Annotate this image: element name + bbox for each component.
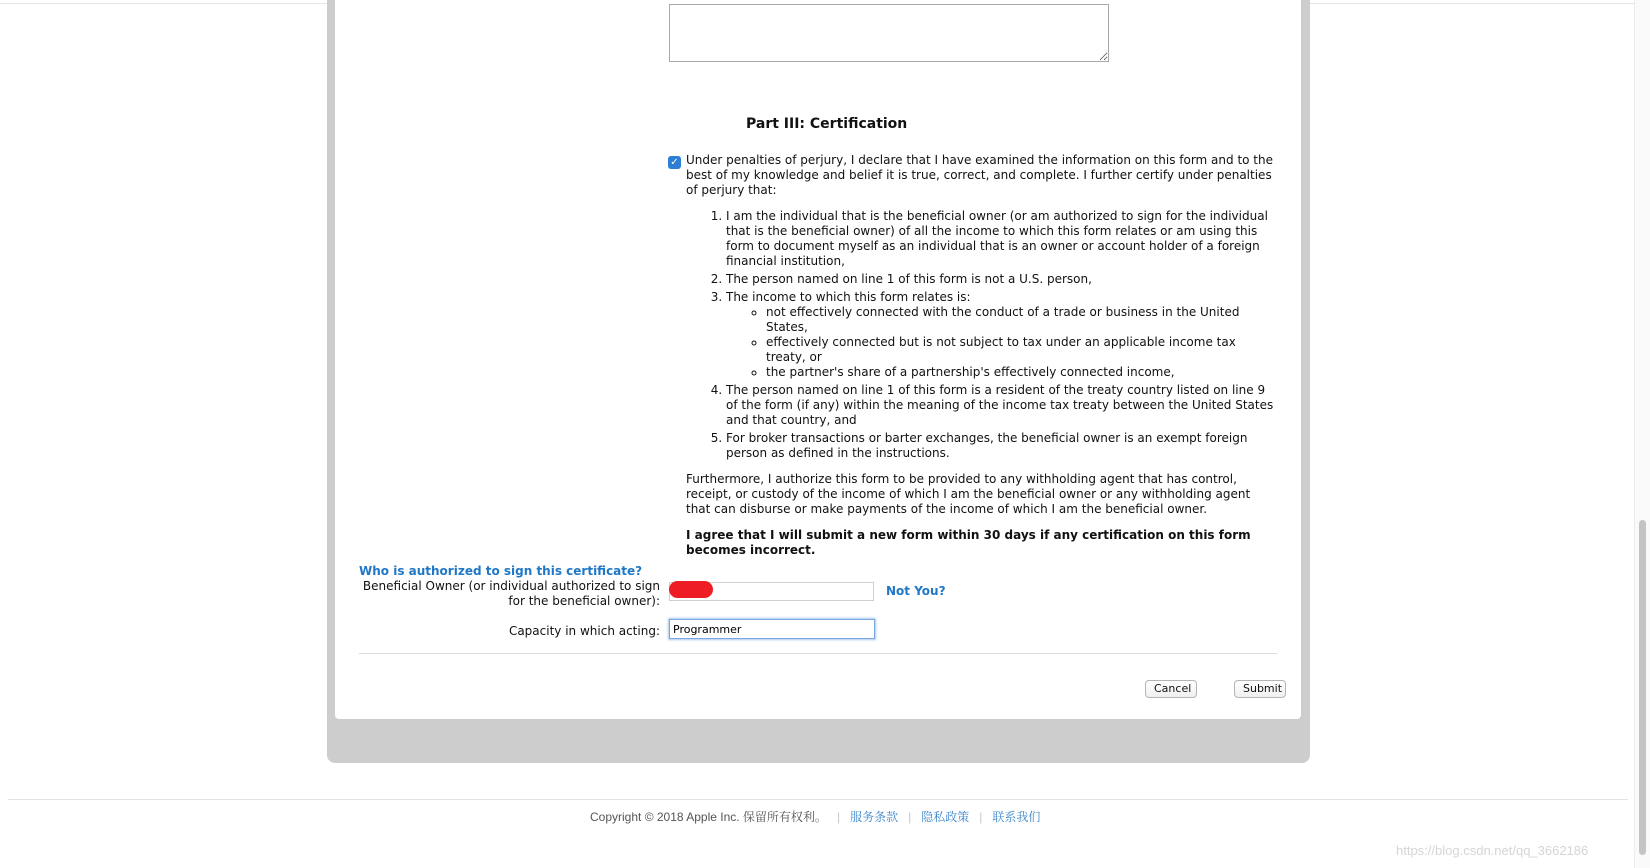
income-sublist (726, 305, 1276, 380)
beneficial-owner-label: Beneficial Owner (or individual authorized to sign for the beneficial owner): (362, 579, 660, 608)
comments-textarea[interactable] (669, 4, 1109, 62)
list-item: 2. The person named on line 1 of this form is not a U.S. person, (726, 272, 1276, 287)
section-title: Part III: Certification (746, 116, 908, 132)
footer-separator: | (979, 810, 983, 824)
list-item-text: The income to which this form relates is: (726, 290, 971, 304)
footer-separator: | (908, 810, 912, 824)
sublist-item: ◦ effectively connected but is not subject to tax under an applicable income tax treaty, or (766, 335, 1276, 365)
list-item (726, 290, 1276, 380)
redaction-mark (669, 581, 713, 598)
footer-link-terms[interactable]: 服务条款 (850, 810, 899, 824)
authorization-text: Furthermore, I authorize this form to be provided to any withholding agent that has control, receipt, or custody of the income of which I am the beneficial owner or any withholding agent that can disburse or make payments of the income of which I am the beneficial owner. (686, 472, 1251, 516)
sublist-item: ◦ the partner's share of a partnership's effectively connected income, (766, 365, 1276, 380)
watermark: https://blog.csdn.net/qq_3662186 (1396, 843, 1589, 858)
submit-button[interactable]: Submit (1234, 680, 1286, 698)
footer-link-contact[interactable]: 联系我们 (992, 810, 1041, 824)
sublist-item: ◦ not effectively connected with the conduct of a trade or business in the United States, (766, 305, 1276, 335)
capacity-input[interactable] (669, 619, 875, 639)
page-scrollbar[interactable] (1634, 0, 1650, 868)
certification-text (686, 153, 1276, 558)
scrollbar-thumb[interactable] (1639, 520, 1646, 855)
certify-checkbox[interactable]: ✓ (668, 156, 681, 169)
cancel-button[interactable]: Cancel (1145, 680, 1197, 698)
agreement-text: I agree that I will submit a new form within 30 days if any certification on this form becomes incorrect. (686, 528, 1251, 557)
who-can-sign-link[interactable]: Who is authorized to sign this certificate? (359, 564, 643, 578)
footer-separator: | (836, 810, 841, 824)
list-item: 4. The person named on line 1 of this form is a resident of the treaty country listed on line 9 of the form (if any) within the meaning of the income tax treaty between the United States and that country, and (726, 383, 1276, 428)
form-divider (359, 653, 1277, 654)
list-item: 1. I am the individual that is the beneficial owner (or am authorized to sign for the individual that is the beneficial owner) of all the income to which this form relates or am using this form to document myself as an individual that is an owner or account holder of a foreign financial institution, (726, 209, 1276, 269)
not-you-link[interactable]: Not You? (886, 584, 946, 598)
capacity-label: Capacity in which acting: (508, 624, 660, 638)
certification-list (686, 209, 1276, 461)
footer-divider (8, 799, 1628, 800)
footer-link-privacy[interactable]: 隐私政策 (921, 810, 970, 824)
list-item: 5. For broker transactions or barter exchanges, the beneficial owner is an exempt foreign person as defined in the instructions. (726, 431, 1276, 461)
certification-intro: Under penalties of perjury, I declare that I have examined the information on this form and to the best of my knowledge and belief it is true, correct, and complete. I further certify under penalties of perjury that: (686, 153, 1273, 197)
copyright-text: Copyright © 2018 Apple Inc. 保留所有权利。 (590, 810, 827, 824)
